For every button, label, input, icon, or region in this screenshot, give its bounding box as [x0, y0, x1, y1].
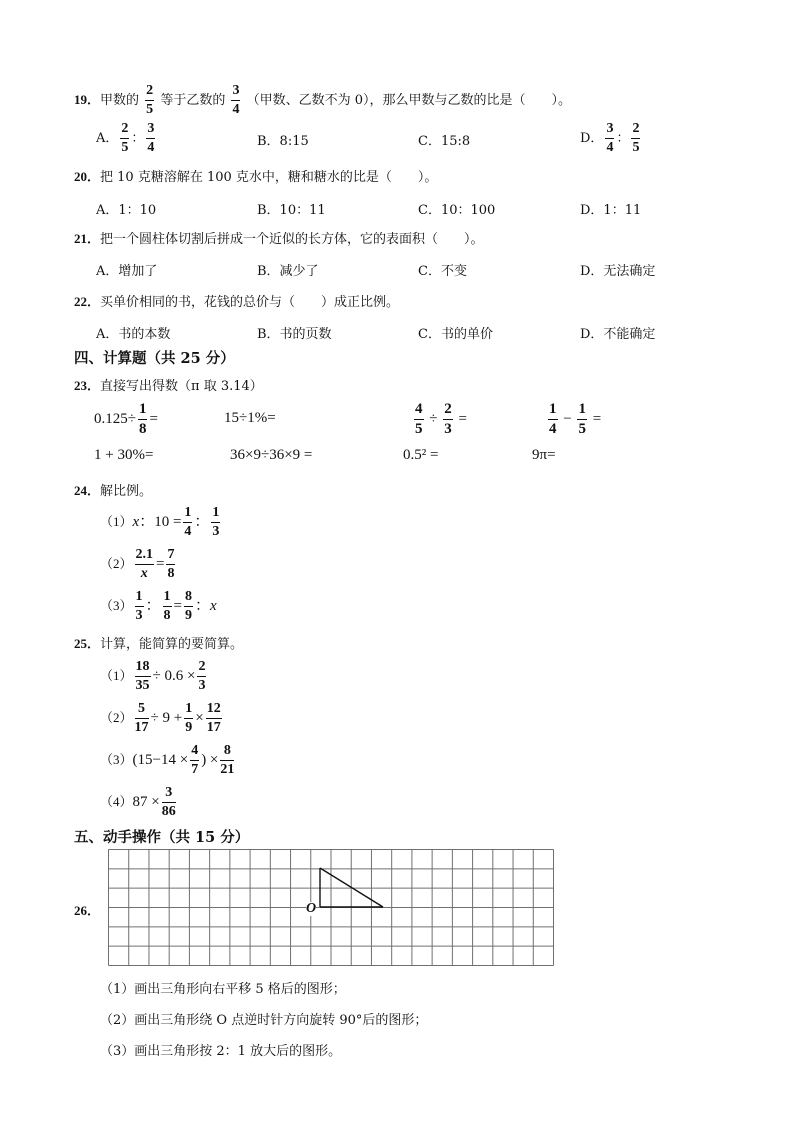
fraction: $\frac{2}{5}$ [632, 121, 640, 155]
expression: 0.125÷ $\frac{1}{8}$ = [94, 401, 158, 437]
question-number: 24． [74, 483, 101, 498]
option-d: D．无法确定 [580, 264, 656, 279]
question-number: 19． [74, 92, 101, 107]
fraction: $\frac{2}{5}$ [121, 121, 129, 155]
question-text: 把 10 克糖溶解在 100 克水中，糖和糖水的比是（ ）。 [100, 170, 438, 185]
origin-label: O [306, 901, 317, 916]
expression: $\frac{4}{5}$ ÷ $\frac{2}{3}$ = [415, 401, 467, 437]
question-text: 直接写出得数（π 取 3.14） [100, 379, 263, 394]
option-c: C．书的单价 [418, 327, 493, 342]
question-25 [74, 633, 243, 652]
instruction: （2）画出三角形绕 O 点逆时针方向旋转 90°后的图形； [100, 1013, 428, 1028]
option-c: C．15:8 [418, 134, 471, 149]
fraction: $\frac{3}{4}$ [147, 121, 155, 155]
question-number: 22． [74, 294, 101, 309]
option-d: D． $\frac{3}{4}$ ： $\frac{2}{5}$ [580, 121, 640, 155]
option-d: D．不能确定 [580, 327, 656, 342]
option-a: A．书的本数 [96, 327, 171, 342]
question-number: 26． [74, 903, 101, 918]
question-19 [74, 84, 571, 117]
sub-problem: （1） $\frac{18}{35}$ ÷ 0.6 × $\frac{2}{3}$ [100, 659, 206, 693]
expression: 1 + 30%= [94, 447, 154, 463]
question-number: 23． [74, 378, 101, 393]
option-b: B．8:15 [257, 134, 309, 149]
fraction: $\frac{2}{5}$ [146, 83, 154, 117]
question-number: 21． [74, 231, 101, 246]
question-24 [74, 480, 152, 499]
expression: $\frac{1}{4}$ − $\frac{1}{5}$ = [549, 401, 602, 437]
question-text: 等于乙数的 [160, 93, 226, 108]
question-26 [74, 900, 100, 919]
instruction: （1）画出三角形向右平移 5 格后的图形； [100, 982, 346, 997]
sub-problem: （3） $\frac{1}{3}$ ： $\frac{1}{8}$ = $\frac{8}{9}$ ：x [100, 589, 217, 623]
sub-problem: （2） $\frac{2.1}{x}$ = $\frac{7}{8}$ [100, 547, 175, 581]
option-a: A．增加了 [96, 264, 158, 279]
fraction: $\frac{3}{4}$ [606, 121, 614, 155]
expression: 15÷1%= [224, 410, 276, 426]
option-d: D．1：11 [580, 203, 642, 218]
question-text: 把一个圆柱体切割后拼成一个近似的长方体，它的表面积（ ）。 [100, 232, 484, 247]
instruction: （3）画出三角形按 2：1 放大后的图形。 [100, 1044, 342, 1059]
option-b: B．10：11 [257, 203, 326, 218]
option-a: A．1：10 [96, 203, 157, 218]
option-b: B．书的页数 [257, 327, 332, 342]
option-a: A． $\frac{2}{5}$ ： $\frac{3}{4}$ [96, 121, 155, 155]
question-number: 20． [74, 169, 101, 184]
question-22 [74, 291, 399, 310]
question-text: 解比例。 [100, 484, 153, 499]
fraction: $\frac{3}{4}$ [232, 83, 240, 117]
question-text: （甲数、乙数不为 0），那么甲数与乙数的比是（ ）。 [246, 93, 572, 108]
sub-problem: （4）87 × $\frac{3}{86}$ [100, 785, 176, 819]
section-heading: 四、计算题（共 25 分） [74, 350, 235, 367]
section-heading: 五、动手操作（共 15 分） [74, 829, 250, 846]
question-text: 买单价相同的书，花钱的总价与（ ）成正比例。 [100, 295, 400, 310]
question-text: 计算，能简算的要简算。 [100, 637, 244, 652]
expression: 9π= [532, 447, 556, 463]
option-c: C．10：100 [418, 203, 496, 218]
expression: 36×9÷36×9 = [230, 447, 313, 463]
sub-problem: （2） $\frac{5}{17}$ ÷ 9 + $\frac{1}{9}$ × $\frac{12}{17}$ [100, 701, 221, 735]
question-text: 甲数的 [100, 93, 140, 108]
option-c: C．不变 [418, 264, 467, 279]
square-grid [108, 849, 554, 967]
question-20 [74, 166, 437, 185]
sub-problem: （3）(15−14 × $\frac{4}{7}$ ) × $\frac{8}{21}$ [100, 743, 235, 777]
question-23 [74, 375, 263, 394]
question-number: 25． [74, 636, 101, 651]
question-21 [74, 228, 484, 247]
sub-problem: （1）x：10 = $\frac{1}{4}$ ： $\frac{1}{3}$ [100, 505, 220, 539]
expression: 0.5² = [403, 447, 439, 463]
option-b: B．减少了 [257, 264, 319, 279]
